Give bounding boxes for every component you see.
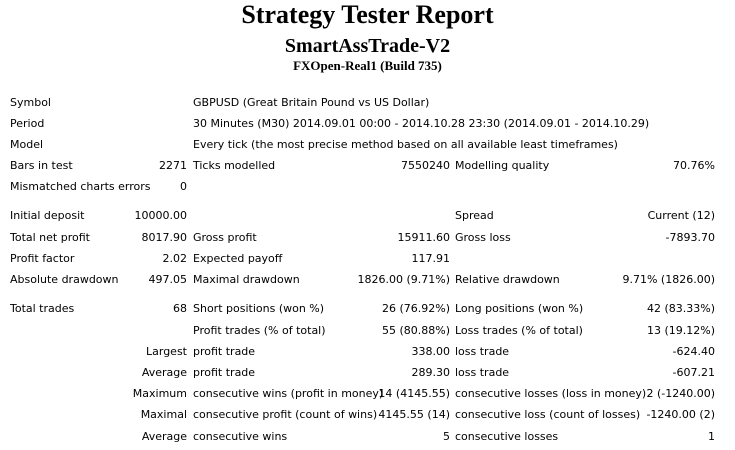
pf-label: Profit factor — [10, 252, 75, 265]
quality-value: 70.76% — [673, 159, 715, 172]
grossloss-value: -7893.70 — [665, 231, 715, 244]
avg-losses-value: 1 — [708, 430, 715, 443]
model-value: Every tick (the most precise method based on all available least timeframes) — [193, 138, 618, 151]
avg-losses-label: consecutive losses — [455, 430, 559, 443]
maximal-loss-value: -1240.00 (2) — [646, 408, 715, 421]
grossprofit-value: 15911.60 — [397, 231, 450, 244]
reldd-label: Relative drawdown — [455, 273, 560, 286]
absdd-value: 497.05 — [148, 273, 187, 286]
maxdd-label: Maximal drawdown — [193, 273, 300, 286]
period-value: 30 Minutes (M30) 2014.09.01 00:00 - 2014.10.28 23:30 (2014.09.01 - 2014.10.29) — [193, 117, 650, 130]
maximal-profit-value: 4145.55 (14) — [378, 408, 450, 421]
bars-label: Bars in test — [10, 159, 73, 172]
total-trades-label: Total trades — [10, 302, 75, 315]
average-consec-label: Average — [141, 430, 187, 443]
largest-loss-label: loss trade — [455, 345, 510, 358]
avg-wins-label: consecutive wins — [193, 430, 288, 443]
max-wins-value: 14 (4145.55) — [378, 387, 450, 400]
average-label: Average — [141, 366, 187, 379]
netprofit-label: Total net profit — [10, 231, 90, 244]
long-value: 42 (83.33%) — [646, 302, 715, 315]
deposit-value: 10000.00 — [134, 209, 187, 222]
mismatch-label: Mismatched charts errors — [10, 180, 151, 193]
reldd-value: 9.71% (1826.00) — [622, 273, 715, 286]
total-trades-value: 68 — [173, 302, 187, 315]
symbol-value: GBPUSD (Great Britain Pound vs US Dollar) — [193, 96, 430, 109]
max-losses-label: consecutive losses (loss in money) — [455, 387, 647, 400]
grossprofit-label: Gross profit — [193, 231, 257, 244]
loss-trades-label: Loss trades (% of total) — [455, 324, 583, 337]
largest-profit-label: profit trade — [193, 345, 256, 358]
expert-name: SmartAssTrade-V2 — [284, 35, 451, 57]
max-wins-label: consecutive wins (profit in money) — [193, 387, 384, 400]
deposit-label: Initial deposit — [10, 209, 85, 222]
average-profit-value: 289.30 — [411, 366, 450, 379]
pf-value: 2.02 — [162, 252, 187, 265]
average-loss-label: loss trade — [455, 366, 510, 379]
quality-label: Modelling quality — [455, 159, 550, 172]
long-label: Long positions (won %) — [455, 302, 584, 315]
loss-trades-value: 13 (19.12%) — [646, 324, 715, 337]
maximum-label: Maximum — [132, 387, 187, 400]
maxdd-value: 1826.00 (9.71%) — [357, 273, 450, 286]
ticks-label: Ticks modelled — [193, 159, 276, 172]
largest-loss-value: -624.40 — [672, 345, 715, 358]
netprofit-value: 8017.90 — [141, 231, 187, 244]
period-label: Period — [10, 117, 45, 130]
payoff-label: Expected payoff — [193, 252, 283, 265]
grossloss-label: Gross loss — [455, 231, 511, 244]
ticks-value: 7550240 — [401, 159, 450, 172]
average-profit-label: profit trade — [193, 366, 256, 379]
spread-label: Spread — [455, 209, 494, 222]
payoff-value: 117.91 — [411, 252, 450, 265]
model-label: Model — [10, 138, 44, 151]
symbol-label: Symbol — [10, 96, 51, 109]
absdd-label: Absolute drawdown — [10, 273, 119, 286]
profit-trades-value: 55 (80.88%) — [381, 324, 450, 337]
bars-value: 2271 — [159, 159, 187, 172]
short-label: Short positions (won %) — [193, 302, 325, 315]
largest-profit-value: 338.00 — [411, 345, 450, 358]
avg-wins-value: 5 — [443, 430, 450, 443]
profit-trades-label: Profit trades (% of total) — [193, 324, 326, 337]
average-loss-value: -607.21 — [672, 366, 715, 379]
largest-label: Largest — [146, 345, 187, 358]
report-title: Strategy Tester Report — [241, 0, 494, 29]
mismatch-value: 0 — [180, 180, 187, 193]
maximal-profit-label: consecutive profit (count of wins) — [193, 408, 378, 421]
max-losses-value: 2 (-1240.00) — [646, 387, 715, 400]
spread-value: Current (12) — [647, 209, 715, 222]
maximal-label: Maximal — [140, 408, 187, 421]
maximal-loss-label: consecutive loss (count of losses) — [455, 408, 641, 421]
short-value: 26 (76.92%) — [381, 302, 450, 315]
server-name: FXOpen-Real1 (Build 735) — [293, 58, 442, 73]
